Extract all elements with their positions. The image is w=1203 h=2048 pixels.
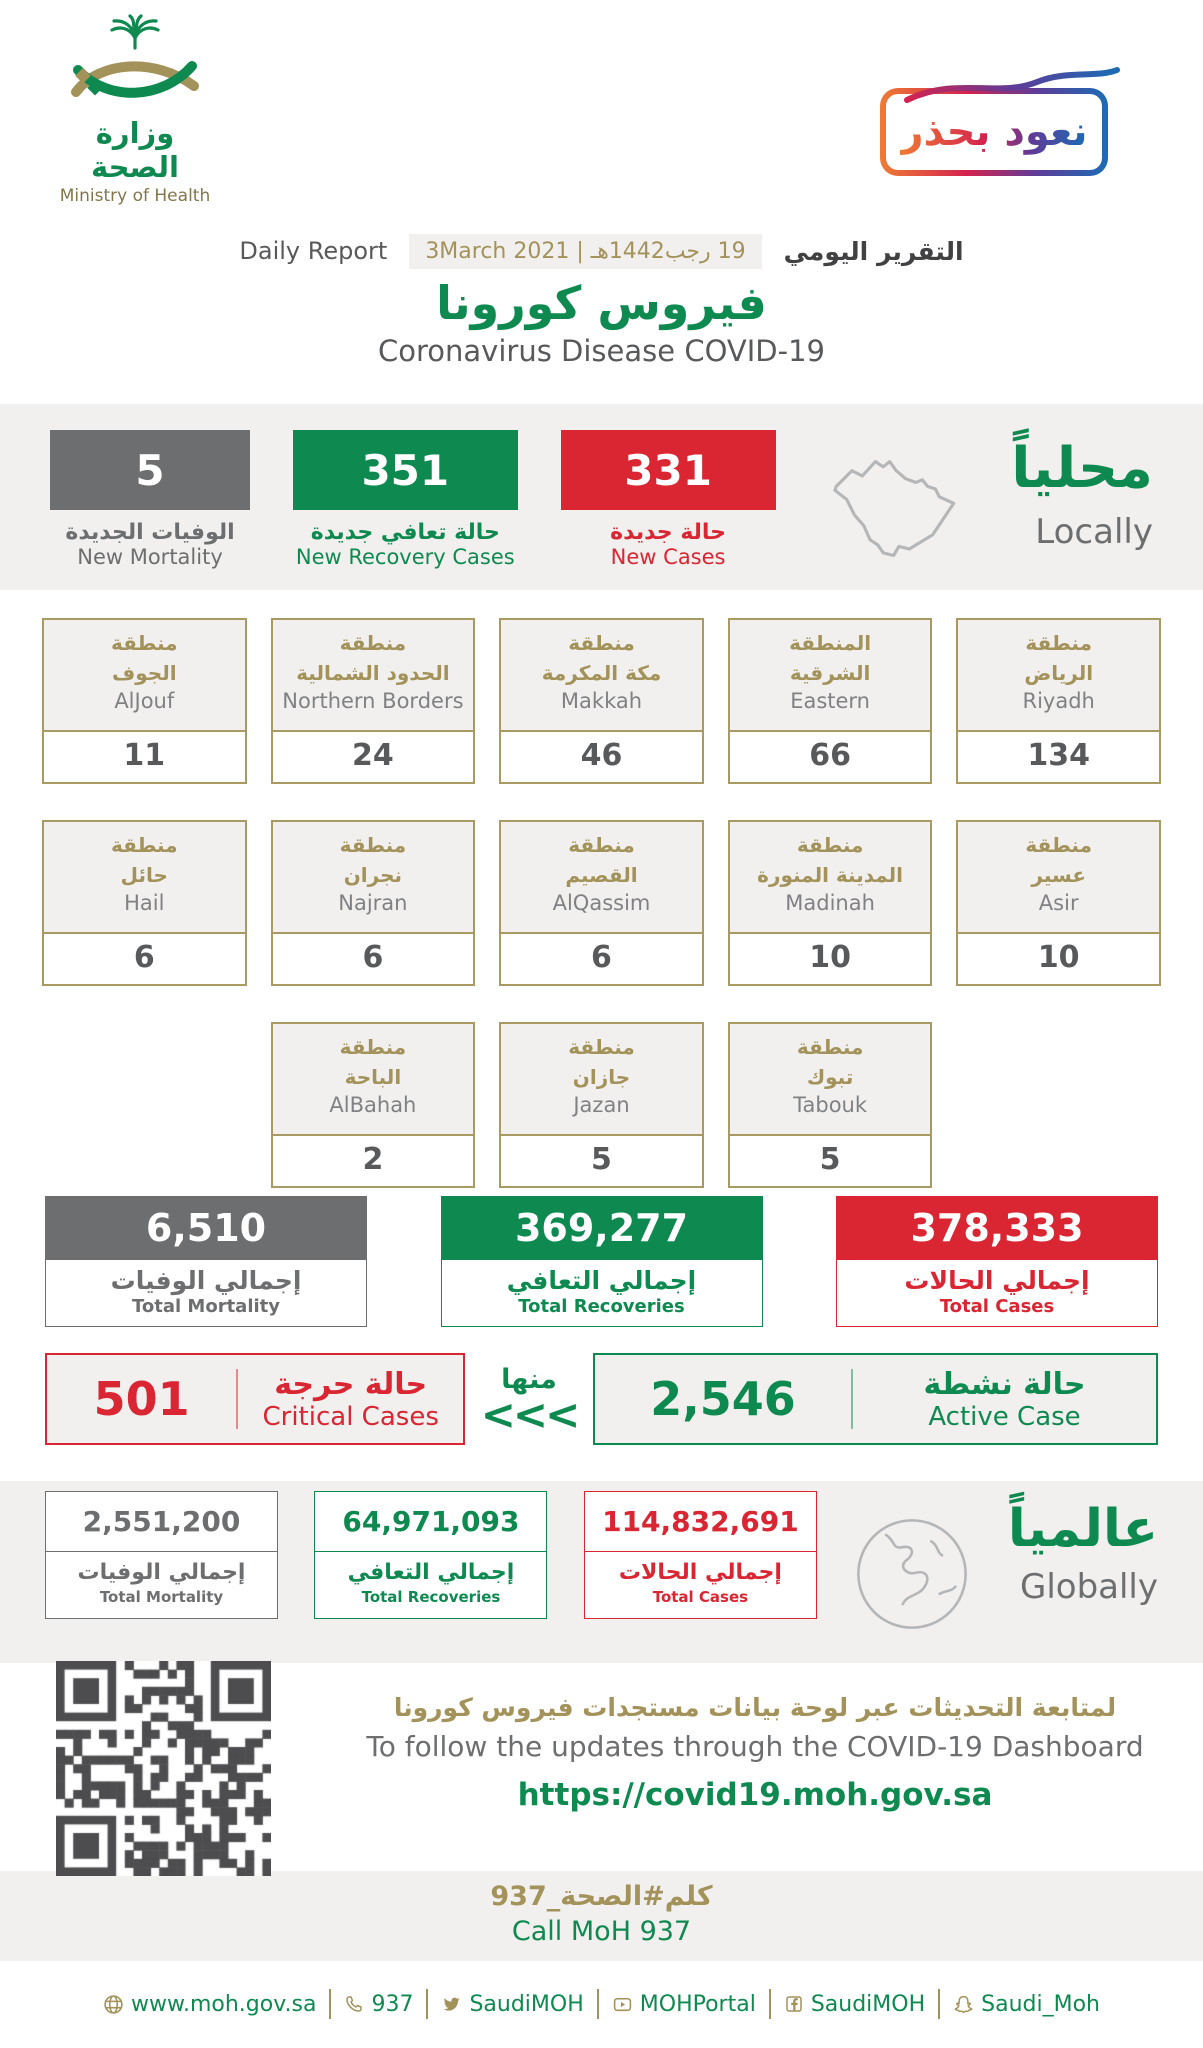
region-name-ar: منطقة (111, 833, 178, 857)
region-name-ar: منطقة (339, 833, 407, 857)
locally-section (0, 404, 1203, 590)
youtube-link-text: MOHPortal (639, 1991, 756, 2017)
page-title-english: Coronavirus Disease COVID-19 (378, 334, 825, 368)
return-with-caution-badge (880, 88, 1108, 176)
globally-heading (1008, 1491, 1158, 1607)
active-cases-box (593, 1353, 1158, 1445)
total-recoveries-box (441, 1196, 763, 1327)
region-card-asir (956, 820, 1161, 986)
global-mortality-label-ar: إجمالي الوفيات (77, 1560, 246, 1585)
new-cases-value: 331 (561, 430, 776, 510)
region-card-madinah (728, 820, 933, 986)
dashboard-section (0, 1663, 1203, 1871)
total-recoveries-label-ar: إجمالي التعافي (506, 1266, 697, 1295)
region-name-en: Madinah (785, 891, 875, 915)
region-cases-value: 134 (1027, 738, 1090, 773)
region-card-makkah (499, 618, 704, 784)
logo-arabic-name: وزارة الصحة (91, 116, 179, 184)
critical-cases-box (45, 1353, 465, 1445)
region-name-en: Jazan (573, 1093, 630, 1117)
active-cases-label-en: Active Case (928, 1401, 1081, 1432)
region-card-riyadh (956, 618, 1161, 784)
global-recoveries-label-en: Total Recoveries (361, 1588, 501, 1606)
active-cases-label-ar: حالة نشطة (923, 1366, 1086, 1402)
snapchat-link-text: Saudi_Moh (981, 1991, 1100, 2017)
region-name-ar: منطقة (111, 631, 178, 655)
region-cases-value: 11 (123, 738, 166, 773)
region-name-ar: منطقة (796, 1035, 864, 1059)
global-cases-value: 114,832,691 (585, 1492, 816, 1552)
region-card-jazan (499, 1022, 704, 1188)
total-cases-label-en: Total Cases (939, 1296, 1055, 1317)
facebook-link-text: SaudiMOH (810, 1991, 926, 2017)
header (0, 0, 1203, 230)
total-mortality-box (45, 1196, 367, 1327)
region-cases-value: 46 (580, 738, 623, 773)
globe-icon (853, 1491, 971, 1643)
region-name-en: Tabouk (793, 1093, 868, 1117)
region-name-ar: المنطقة (789, 631, 872, 655)
region-cases-value: 5 (591, 1142, 612, 1177)
call-moh-section (0, 1871, 1203, 1961)
snapchat-link[interactable] (953, 1992, 1100, 2017)
twitter-link[interactable] (441, 1992, 583, 2017)
globe-icon (103, 1994, 124, 2015)
dashboard-note-ar: لمتابعة التحديثات عبر لوحة بيانات مستجدات فيروس كورونا (393, 1693, 1117, 1722)
facebook-icon (784, 1994, 804, 2014)
critical-cases-label-en: Critical Cases (262, 1401, 439, 1432)
new-mortality-label-en: New Mortality (77, 545, 223, 569)
region-name-ar: منطقة (339, 1035, 407, 1059)
facebook-link[interactable] (784, 1992, 925, 2017)
new-mortality-stat (50, 430, 250, 569)
region-name-en: Hail (124, 891, 165, 915)
global-recoveries-label-ar: إجمالي التعافي (347, 1560, 515, 1585)
page-title-arabic: فيروس كورونا (436, 276, 767, 330)
region-cases-value: 66 (809, 738, 851, 773)
divider (769, 1989, 771, 2019)
call-moh-ar: كلم#الصحة_937 (490, 1881, 713, 1912)
saudi-map-icon (818, 430, 968, 574)
region-name-en: Eastern (790, 689, 870, 713)
report-date: 19 رجب1442هـ | 3March 2021 (409, 234, 761, 269)
region-name-ar: منطقة (1025, 631, 1092, 655)
region-name-ar: منطقة (568, 631, 635, 655)
locally-heading-ar: محلياً (1011, 436, 1153, 501)
region-card-albahah (271, 1022, 476, 1188)
region-name-en: Northern Borders (282, 689, 464, 713)
totals-row (0, 1196, 1203, 1327)
global-cases-box (584, 1491, 817, 1619)
critical-cases-label-ar: حالة حرجة (274, 1366, 428, 1402)
region-name-ar2: تبوك (806, 1065, 854, 1089)
phone-link[interactable] (344, 1992, 413, 2017)
region-name-ar2: نجران (343, 863, 403, 887)
region-name-ar: منطقة (1025, 833, 1092, 857)
phone-icon (344, 1994, 364, 2014)
region-card-najran (271, 820, 476, 986)
critical-cases-value: 501 (93, 1372, 190, 1426)
total-recoveries-value: 369,277 (441, 1196, 763, 1260)
region-name-ar: منطقة (796, 833, 864, 857)
total-mortality-label-ar: إجمالي الوفيات (110, 1266, 302, 1295)
region-card-hail (42, 820, 247, 986)
dashboard-note-en: To follow the updates through the COVID-19 Dashboard (366, 1730, 1144, 1763)
global-mortality-box (45, 1491, 278, 1619)
of-which-label: منها (501, 1363, 557, 1395)
region-name-en: AlBahah (329, 1093, 417, 1117)
moh-logo (50, 14, 220, 206)
website-link[interactable] (103, 1992, 316, 2017)
region-name-ar2: المدينة المنورة (757, 863, 904, 887)
region-cases-value: 10 (1037, 940, 1080, 975)
total-mortality-label-en: Total Mortality (131, 1296, 281, 1317)
twitter-link-text: SaudiMOH (469, 1991, 584, 2017)
moh-logo-icon (60, 14, 210, 110)
region-name-ar2: الشرقية (789, 661, 871, 685)
global-recoveries-value: 64,971,093 (315, 1492, 546, 1552)
phone-link-text: 937 (371, 1991, 414, 2017)
region-card-eastern (728, 618, 933, 784)
region-name-ar2: مكة المكرمة (541, 661, 662, 685)
region-cards-grid (0, 618, 1203, 1188)
badge-swoosh-icon (902, 64, 1122, 106)
divider (938, 1989, 940, 2019)
globally-heading-en: Globally (1019, 1567, 1158, 1607)
region-name-en: AlQassim (552, 891, 651, 915)
region-name-ar2: جازان (572, 1065, 631, 1089)
new-cases-stat (561, 430, 776, 569)
chevrons-left-icon: <<< (480, 1389, 578, 1439)
of-which-indicator (480, 1363, 578, 1439)
locally-heading (1011, 430, 1153, 552)
new-recoveries-label-en: New Recovery Cases (295, 545, 515, 569)
global-mortality-label-en: Total Mortality (99, 1588, 224, 1606)
youtube-link[interactable] (612, 1992, 756, 2017)
global-cases-label-ar: إجمالي الحالات (618, 1560, 782, 1585)
call-moh-en: Call MoH 937 (511, 1916, 692, 1947)
badge-label: نعود بحذر (900, 109, 1088, 155)
new-recoveries-label-ar: حالة تعافي جديدة (310, 520, 500, 545)
active-cases-value: 2,546 (650, 1372, 796, 1426)
global-cases-label-en: Total Cases (652, 1588, 749, 1606)
region-name-ar: منطقة (568, 1035, 635, 1059)
daily-report-label-en: Daily Report (239, 237, 388, 265)
region-name-ar2: الحدود الشمالية (296, 661, 450, 685)
new-mortality-label-ar: الوفيات الجديدة (65, 520, 235, 545)
logo-english-name: Ministry of Health (59, 186, 211, 206)
divider (597, 1989, 599, 2019)
region-name-ar2: عسير (1031, 863, 1086, 887)
region-cases-value: 2 (362, 1142, 384, 1177)
region-name-ar2: حائل (120, 863, 168, 887)
total-cases-value: 378,333 (836, 1196, 1158, 1260)
region-name-en: Najran (338, 891, 408, 915)
total-cases-label-ar: إجمالي الحالات (904, 1266, 1090, 1295)
region-name-ar2: الباحة (344, 1065, 402, 1089)
region-cases-value: 10 (809, 940, 851, 975)
new-recoveries-value: 351 (293, 430, 518, 510)
region-card-northern-borders (271, 618, 476, 784)
qr-code (56, 1661, 271, 1876)
region-name-ar: منطقة (568, 833, 635, 857)
global-mortality-value: 2,551,200 (46, 1492, 277, 1552)
region-cases-value: 24 (352, 738, 394, 773)
report-title-row (0, 230, 1203, 272)
globally-section (0, 1481, 1203, 1663)
new-cases-label-en: New Cases (610, 545, 726, 569)
region-cases-value: 6 (133, 940, 155, 975)
new-recoveries-stat (293, 430, 518, 569)
region-card-tabouk (728, 1022, 933, 1188)
total-mortality-value: 6,510 (45, 1196, 367, 1260)
region-name-ar2: الرياض (1024, 661, 1094, 685)
globally-heading-ar: عالمياً (1007, 1499, 1158, 1559)
region-name-ar: منطقة (339, 631, 407, 655)
region-name-ar2: الجوف (112, 661, 177, 685)
dashboard-url-link[interactable]: https://covid19.moh.gov.sa (517, 1777, 993, 1813)
region-name-en: AlJouf (114, 689, 175, 713)
critical-active-row (0, 1353, 1203, 1445)
snapchat-icon (953, 1994, 974, 2015)
region-cases-value: 6 (362, 940, 384, 975)
region-name-en: Asir (1038, 891, 1079, 915)
daily-report-label-ar: التقرير اليومي (783, 236, 964, 266)
website-link-text: www.moh.gov.sa (131, 1991, 317, 2017)
region-cases-value: 6 (591, 940, 612, 975)
new-mortality-value: 5 (50, 430, 250, 510)
region-cases-value: 5 (819, 1142, 841, 1177)
divider (426, 1989, 428, 2019)
locally-heading-en: Locally (1035, 512, 1153, 552)
footer-links (0, 1961, 1203, 2047)
region-name-en: Riyadh (1022, 689, 1095, 713)
total-cases-box (836, 1196, 1158, 1327)
divider (329, 1989, 331, 2019)
total-recoveries-label-en: Total Recoveries (518, 1296, 685, 1317)
new-cases-label-ar: حالة جديدة (610, 520, 727, 545)
region-card-aljouf (42, 618, 247, 784)
youtube-icon (612, 1994, 633, 2015)
region-name-ar2: القصيم (565, 863, 638, 887)
twitter-icon (441, 1994, 462, 2015)
region-name-en: Makkah (560, 689, 643, 713)
global-recoveries-box (314, 1491, 547, 1619)
region-card-alqassim (499, 820, 704, 986)
